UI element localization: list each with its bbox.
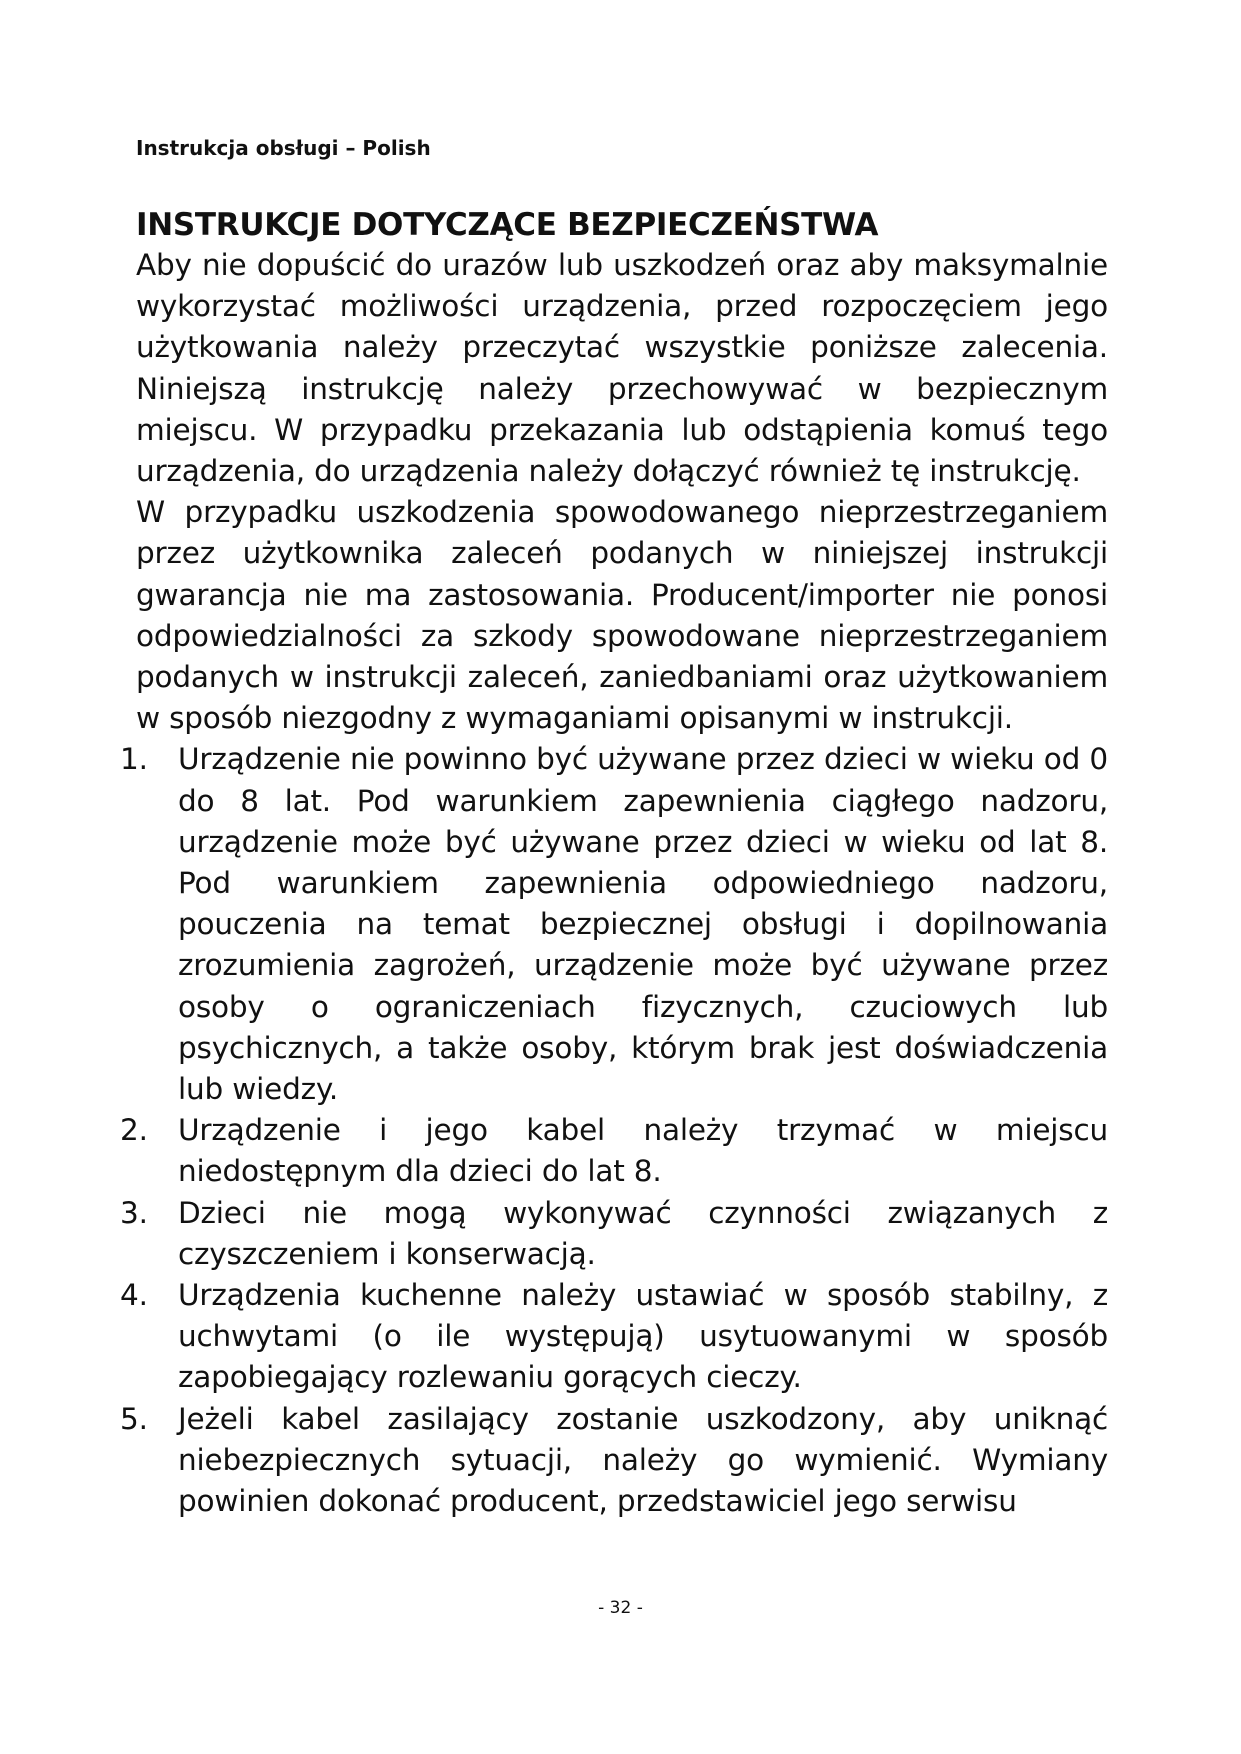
list-item-text: Urządzenie i jego kabel należy trzymać w miejscu niedostępnym dla dzieci do lat 8. [178,1113,1108,1189]
list-item-number: 2. [120,1113,148,1148]
list-item-text: Dzieci nie mogą wykonywać czynności związanych z czyszczeniem i konserwacją. [178,1195,1108,1271]
list-item-number: 5. [120,1401,148,1436]
page-header: Instrukcja obsługi – Polish [136,136,431,160]
warranty-paragraph: W przypadku uszkodzenia spowodowanego nieprzestrzeganiem przez użytkownika zaleceń podanych w niniejszej instrukcji gwarancja nie ma zastosowania. Producent/importer nie ponosi odpowiedzialności za szkody spowodowane nieprzestrzeganiem podanych w instrukcji zaleceń, zaniedbaniami oraz użytkowaniem w sposób niezgodny z wymaganiami opisanymi w instrukcji. [136,495,1108,736]
page-number: - 32 - [598,1598,643,1618]
safety-list [120,739,1108,1522]
main-content [120,205,1108,1522]
list-item-text: Urządzenie nie powinno być używane przez dzieci w wieku od 0 do 8 lat. Pod warunkiem zapewnienia ciągłego nadzoru, urządzenie może być używane przez dzieci w wieku od lat 8. Pod warunkiem zapewnienia odpowiedniego nadzoru, pouczenia na temat bezpiecznej obsługi i dopilnowania zrozumienia zagrożeń, urządzenie może być używane przez osoby o ograniczeniach fizycznych, czuciowych lub psychicznych, a także osoby, którym brak jest doświadczenia lub wiedzy. [178,742,1108,1107]
section-title: INSTRUKCJE DOTYCZĄCE BEZPIECZEŃSTWA [136,207,879,243]
list-item [120,1110,1108,1192]
list-item [120,739,1108,1110]
intro-paragraph: Aby nie dopuścić do urazów lub uszkodzeń oraz aby maksymalnie wykorzystać możliwości urządzenia, przed rozpoczęciem jego użytkowania należy przeczytać wszystkie poniższe zalecenia. Niniejszą instrukcję należy przechowywać w bezpiecznym miejscu. W przypadku przekazania lub odstąpienia komuś tego urządzenia, do urządzenia należy dołączyć również tę instrukcję. [136,248,1108,489]
list-item-number: 3. [120,1195,148,1230]
list-item-text: Jeżeli kabel zasilający zostanie uszkodzony, aby uniknąć niebezpiecznych sytuacji, należy go wymienić. Wymiany powinien dokonać producent, przedstawiciel jego serwisu [178,1401,1108,1519]
list-item-text: Urządzenia kuchenne należy ustawiać w sposób stabilny, z uchwytami (o ile występują) usytuowanymi w sposób zapobiegający rozlewaniu gorących cieczy. [178,1278,1108,1395]
list-item-number: 1. [120,742,148,777]
list-item [120,1399,1108,1523]
list-item-number: 4. [120,1278,148,1313]
list-item [120,1193,1108,1275]
list-item [120,1275,1108,1399]
